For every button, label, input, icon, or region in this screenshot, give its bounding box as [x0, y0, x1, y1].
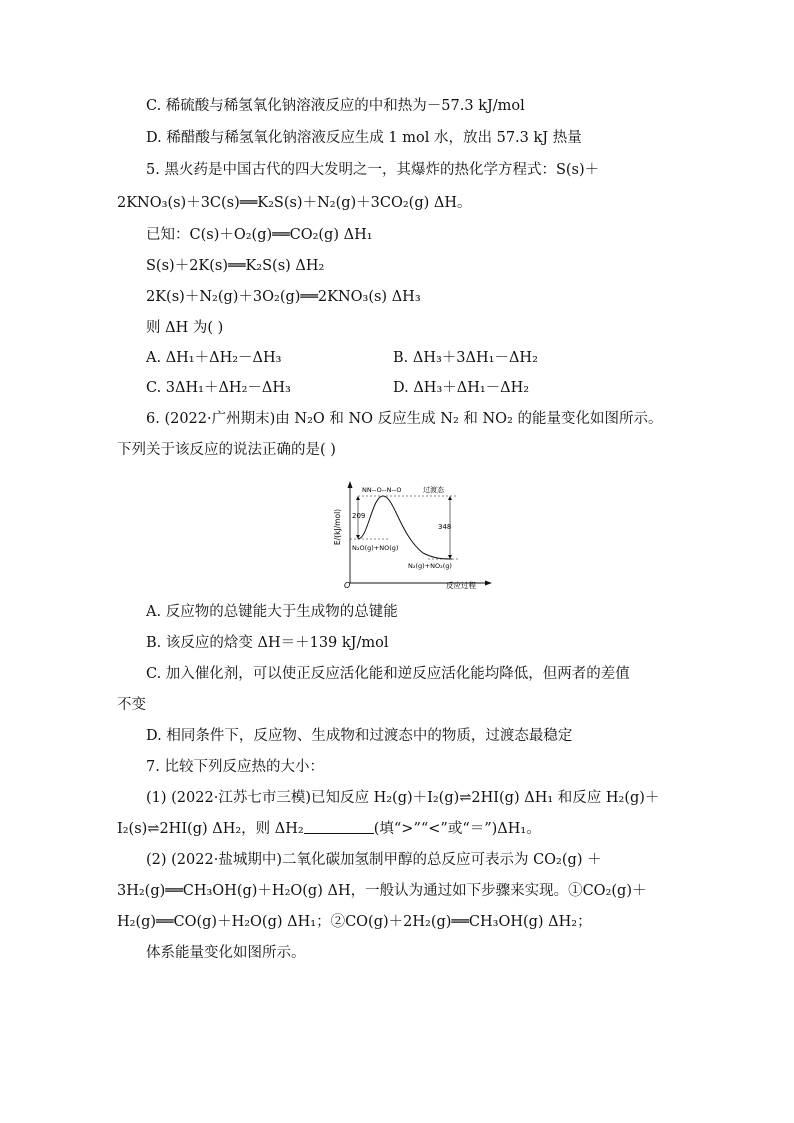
- q5-known-2: S(s)＋2K(s)══K₂S(s) ΔH₂: [146, 258, 325, 274]
- q7-part1-line2: [117, 819, 541, 839]
- q7-part2-line3: H₂(g)══CO(g)＋H₂O(g) ΔH₁；②CO(g)＋2H₂(g)══CH₃OH(g) ΔH₂；: [117, 914, 592, 930]
- q7-part1-text-before-blank: I₂(s)⇌2HI(g) ΔH₂，则 ΔH₂: [117, 821, 304, 837]
- ts-label: 过渡态: [423, 486, 444, 494]
- ea-reverse-arrowhead-bottom: [448, 555, 452, 559]
- q5-option-b: B. ΔH₃＋3ΔH₁－ΔH₂: [393, 350, 538, 366]
- ea-forward-value: 209: [352, 512, 366, 520]
- reactants-label: N₂O(g)+NO(g): [352, 544, 399, 552]
- products-label: N₂(g)+NO₂(g): [408, 562, 452, 570]
- q5-question: 则 ΔH 为( ): [146, 320, 224, 336]
- q7-part2-line1: (2) (2022·盐城期中)二氧化碳加氢制甲醇的总反应可表示为 CO₂(g) ＋: [146, 852, 602, 868]
- q6-stem-line2: 下列关于该反应的说法正确的是( ): [117, 442, 336, 458]
- q7-part2-line2: 3H₂(g)══CH₃OH(g)＋H₂O(g) ΔH，一般认为通过如下步骤来实现。①CO₂(g)＋: [117, 883, 647, 899]
- q5-known-1: 已知：C(s)＋O₂(g)══CO₂(g) ΔH₁: [146, 227, 373, 243]
- q6-option-d: D. 相同条件下，反应物、生成物和过渡态中的物质，过渡态最稳定: [146, 728, 573, 744]
- option-d-text: D. 稀醋酸与稀氢氧化钠溶液反应生成 1 mol 水，放出 57.3 kJ 热量: [146, 130, 582, 146]
- q6-option-c-line2: 不变: [117, 697, 146, 713]
- ea-forward-arrowhead-top: [356, 496, 360, 500]
- y-axis-arrow: [348, 481, 353, 488]
- q7-part2-line4: 体系能量变化如图所示。: [146, 945, 306, 961]
- q5-option-c: C. 3ΔH₁＋ΔH₂－ΔH₃: [146, 380, 291, 396]
- y-axis-label: E/(kJ/mol): [333, 508, 342, 546]
- q7-part1-line1: (1) (2022·江苏七市三模)已知反应 H₂(g)＋I₂(g)⇌2HI(g) ΔH₁ 和反应 H₂(g)＋: [146, 790, 660, 806]
- x-axis-arrow: [485, 581, 492, 586]
- q5-option-d: D. ΔH₃＋ΔH₁－ΔH₂: [393, 380, 530, 396]
- q5-known-3: 2K(s)＋N₂(g)＋3O₂(g)══2KNO₃(s) ΔH₃: [146, 289, 421, 305]
- ts-species-label: NN--O--N--O: [362, 486, 402, 494]
- q6-option-c-line1: C. 加入催化剂，可以使正反应活化能和逆反应活化能均降低，但两者的差值: [146, 666, 630, 682]
- ea-reverse-arrowhead-top: [448, 496, 452, 500]
- energy-diagram: [328, 465, 498, 591]
- q6-option-a: A. 反应物的总键能大于生成物的总键能: [146, 604, 398, 620]
- q6-option-b: B. 该反应的焓变 ΔH＝＋139 kJ/mol: [146, 635, 389, 651]
- ea-reverse-value: 348: [438, 523, 452, 531]
- q7-stem: 7. 比较下列反应热的大小：: [146, 759, 324, 775]
- option-c-text: C. 稀硫酸与稀氢氧化钠溶液反应的中和热为－57.3 kJ/mol: [146, 98, 525, 114]
- q7-part1-text-after-blank: (填“>”“<”或“＝”)ΔH₁。: [373, 821, 541, 837]
- origin-label: O: [344, 581, 351, 590]
- q6-stem-line1: 6. (2022·广州期末)由 N₂O 和 NO 反应生成 N₂ 和 NO₂ 的能量变化如图所示。: [146, 411, 663, 427]
- answer-blank[interactable]: [304, 821, 374, 834]
- q5-stem-line2: 2KNO₃(s)＋3C(s)══K₂S(s)＋N₂(g)＋3CO₂(g) ΔH。: [117, 195, 472, 211]
- x-axis-label: 反应过程: [446, 581, 476, 590]
- q5-option-a: A. ΔH₁＋ΔH₂－ΔH₃: [146, 350, 282, 366]
- q5-stem-line1: 5. 黑火药是中国古代的四大发明之一，其爆炸的热化学方程式：S(s)＋: [146, 162, 600, 178]
